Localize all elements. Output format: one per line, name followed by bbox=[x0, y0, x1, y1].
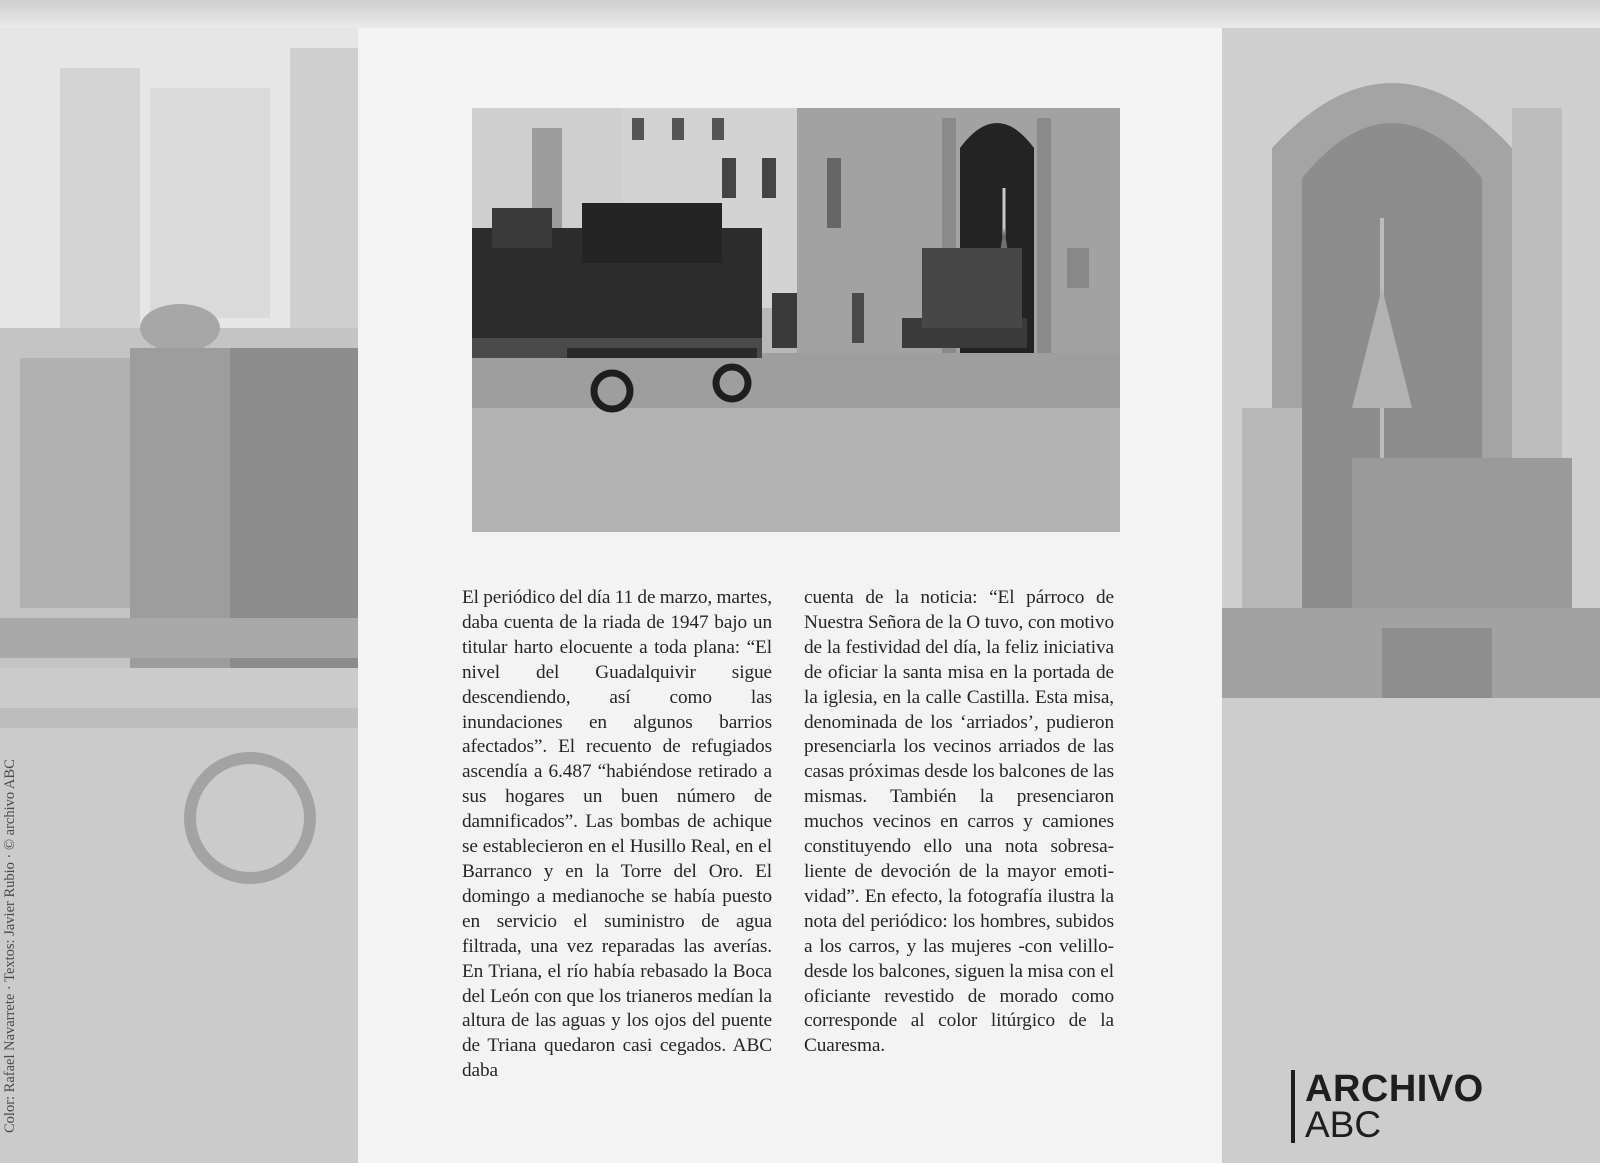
faded-photo-right bbox=[1222, 28, 1600, 1163]
logo-bar bbox=[1291, 1070, 1295, 1143]
archivo-abc-logo bbox=[1291, 1070, 1484, 1143]
page-sheet bbox=[0, 28, 1600, 1163]
scan-edge bbox=[0, 0, 1600, 30]
photo-credit: Color: Rafael Navarrete · Textos: Javier Rubio · © archivo ABC bbox=[2, 759, 18, 1133]
article-column-2: cuenta de la noticia: “El párroco de Nuestra Señora de la O tuvo, con motivo de la festividad del día, la feliz iniciativa de oficiar la santa misa en la portada de la iglesia, en la calle Castilla. Esta misa, denominada de los ‘arriados’, pudieron presenciarla los vecinos arriados de las casas próximas desde los balcones de las mismas. También la presenciaron muchos vecinos en carros y camiones constituyendo ello una nota sobresaliente de devoción de la mayor emotividad”. En efecto, la fotografía ilustra la nota del periódico: los hombres, subidos a los carros, y las mujeres -con velillo- desde los balcones, siguen la misa con el oficiante revestido de morado como corresponde al color litúrgico de la Cuaresma. bbox=[804, 587, 1114, 1057]
flood-photo bbox=[472, 108, 1120, 532]
faded-photo-left bbox=[0, 28, 358, 1163]
logo-main-text: ARCHIVO bbox=[1305, 1068, 1484, 1110]
logo-sub-text: ABC bbox=[1305, 1104, 1382, 1145]
article-column-1: El periódico del día 11 de marzo, martes, daba cuenta de la riada de 1947 bajo un titular harto elocuente a toda plana: “El nivel del Guadalquivir sigue descendiendo, así como las inundaciones en algunos barrios afectados”. El recuento de refugiados ascendía a 6.487 “habiéndose retirado a sus hogares un buen número de damnificados”. Las bombas de achique se establecieron en el Husillo Real, en el Barranco y en la Torre del Oro. El domingo a medianoche se había puesto en servicio el suministro de agua filtrada, una vez reparadas las averías. En Triana, el río había rebasado la Boca del León con que los trianeros medían la altura de las aguas y los ojos del puente de Triana quedaron casi cegados. ABC daba bbox=[462, 587, 772, 1082]
